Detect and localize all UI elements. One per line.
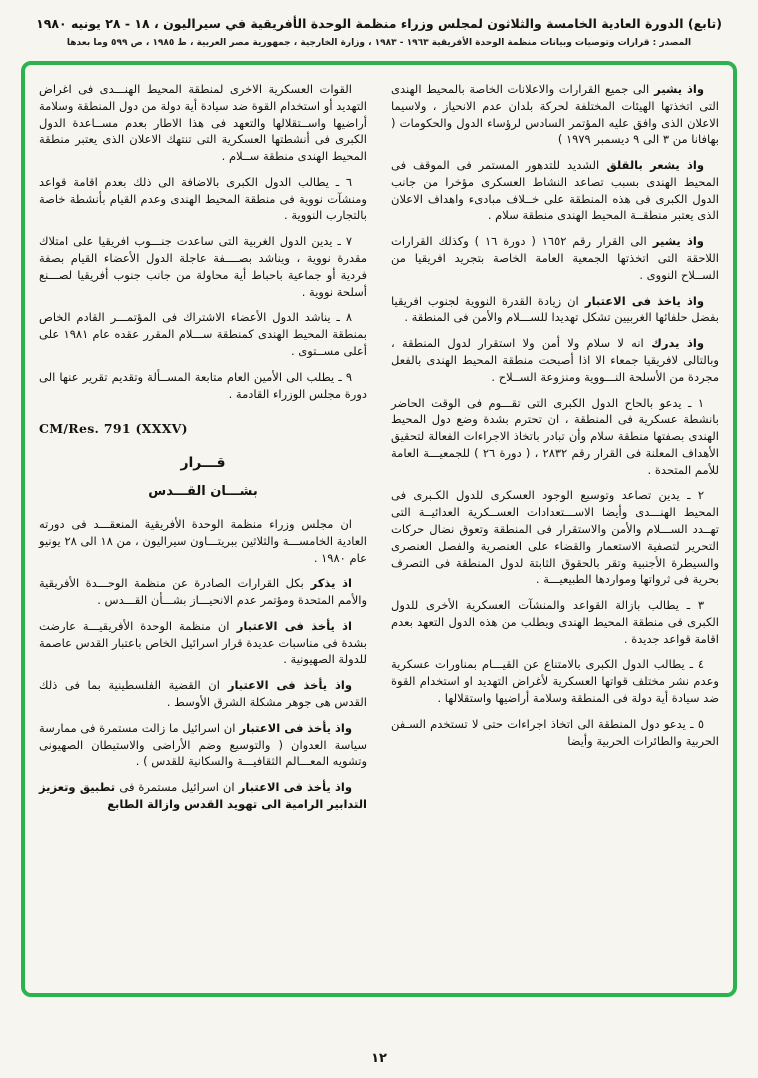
left-column-bottom-paragraphs — [39, 516, 367, 813]
paragraph: ٢ ـ يدين تصاعد وتوسيع الوجود العسكرى للدول الكـبرى فى المحيط الهنـــدى وأيضا الاســـتعدادات العســكرية العدائيــة التى تهــدد الســـلام والأمن والاستقرار فى المنطقة وتعوق نضال حركات التحرير لتصفية الاستعمار والقضاء على العنصرية والفصل العنصرى والسيطرة الأجنبية وتقر بالحقوق الثابتة لدول المنطقة فى التصرف بحرية فى ثرواتها ومواردها الطبيعيـــة . — [391, 488, 719, 587]
paragraph: ٤ ـ يطالب الدول الكبرى بالامتناع عن القيـــام بمناورات عسكرية وعدم نشر مختلف قواتها العسكرية لأغراض التهديد او استخدام القوة ضد سيادة أية دولة فى المنطقة وسلامة أراضيها واستقلالها . — [391, 657, 719, 705]
paragraph: ٧ ـ يدين الدول الغربية التى ساعدت جنـــوب افريقيا على امتلاك مقدرة نووية ، ويناشد بصــــفة عاجلة الدول الأعضاء القيام بصفة فردية أو جماعية باحباط أية محاولة من جانب جنوب أفريقيا لصـــنع أسلحة نووية . — [39, 234, 367, 299]
paragraph: ٥ ـ يدعو دول المنطقة الى اتخاذ اجراءات حتى لا تستخدم السـفن الحربية والطائرات الحربية وأيضا — [391, 716, 719, 748]
paragraph: ٦ ـ يطالب الدول الكبرى بالاضافة الى ذلك بعدم اقامة قواعد ومنشآت نووية فى منطقة المحيط الهندى وعدم القيام بأنشطة خاصة بالتجارب النووية . — [39, 174, 367, 223]
paragraph: القوات العسكرية الاخرى لمنطقة المحيط الهنـــدى فى اغراض التهديد أو استخدام القوة ضد سيادة أية دولة من دول المنطقة وسلامة أراضيها واســتقلالها والتعهد فى هذا الاطار بعدم مســاعدة الدول الكبرى فى أنشطتها العسكرية التى تنتهك الاعلان الذى يعتبر منطقة المحيط الهندى منطقة ســلام . — [39, 82, 367, 164]
paragraph: ان مجلس وزراء منظمة الوحدة الأفريقية المنعقـــد فى دورته العادية الخامســـة والثلاثين ببريتـــاون سيراليون ، من ١٨ الى ٢٨ يونيو عام ١٩٨٠ . — [39, 516, 367, 565]
two-column-text-area — [39, 81, 719, 983]
green-border-frame — [21, 61, 737, 997]
paragraph: واذ يأخذ فى الاعتبار ان اسرائيل مستمرة فى تطبيق وتعزيز التدابير الرامية الى تهويد القدس وازالة الطابع — [39, 780, 367, 811]
paragraph: ٨ ـ يناشد الدول الأعضاء الاشتراك فى المؤتمـــر القادم الخاص بمنطقة المحيط الهندى كمنطقة ســـلام المقرر عقده عام ١٩٨١ على أعلى مســتوى . — [39, 310, 367, 358]
paragraph: واذ يشير الى القرار رقم ١٦٥٢ ( دورة ١٦ ) وكذلك القرارات اللاحقة التى اتخذتها الجمعية العامة الخاصة بتجريد افريقيا من الســلاح النووى . — [391, 234, 719, 282]
paragraph: اذ يأخذ فى الاعتبار ان منظمة الوحدة الأفريقيـــة عارضت بشدة فى مناسبات عديدة قرار اسرائيل الخاص باعتبار القدس عاصمة للدولة الصهيونية . — [39, 618, 367, 667]
document-header — [14, 16, 744, 48]
paragraph: واذ يأخذ فى الاعتبار ان اسرائيل ما زالت مستمرة فى ممارسة سياسة العدوان ( والتوسيع وضم الأراضى والاستيطان الصهيونى وتشويه المعـــالم الثقافيـــة والسكانية للقدس ) . — [39, 720, 367, 769]
paragraph: اذ يذكر بكل القرارات الصادرة عن منظمة الوحـــدة الأفريقية والأمم المتحدة ومؤتمر عدم الانحيـــاز بشـــأن القـــدس . — [39, 576, 367, 608]
header-session-title: (تابع) الدورة العادية الخامسة والثلاثون لمجلس وزراء منظمة الوحدة الأفريقية في سيراليون ، ١٨ - ٢٨ يونيه ١٩٨٠ — [36, 16, 722, 31]
paragraph: واذ يأخذ فى الاعتبار ان القضية الفلسطينية بما فى ذلك القدس هى جوهر مشكلة الشرق الأوسط . — [39, 678, 367, 709]
resolution-subtitle: بشـــان القـــدس — [148, 483, 258, 499]
paragraph: واذ يدرك انه لا سلام ولا أمن ولا استقرار لدول المنطقة ، وبالتالى لافريقيا جمعاء الا اذا أصبحت منطقة المحيط الهندى بالفعل مجردة من الأسلحة النـــووية ومنزوعة الســلاح . — [391, 336, 719, 384]
resolution-code: CM/Res. 791 (XXXV) — [39, 421, 188, 437]
left-column-top-paragraphs — [39, 81, 367, 402]
header-source-line: المصدر : قرارات وتوصيات وبيانات منظمة الوحدة الأفريقية ١٩٦٣ - ١٩٨٣ ، وزارة الخارجية ، جمهورية مصر العربية ، ط ١٩٨٥ ، ص ٥٩٩ وما بعدها — [66, 38, 692, 48]
page-number: ١٢ — [371, 1051, 387, 1066]
column-right — [391, 81, 719, 983]
paragraph: واذ يشعر بالقلق الشديد للتدهور المستمر فى الموقف فى المحيط الهندى بسبب تصاعد النشاط العسكرى مؤخرا من جانب الدول الكبرى فى هذه المنطقة على خــلاف مبادىء واهداف الاعلان الذى يعتبر منطقــة المحيط الهندى منطقة سلام . — [391, 158, 719, 223]
resolution-title: قـــرار — [180, 454, 226, 471]
paragraph: ٣ ـ يطالب بازالة القواعد والمنشآت العسكرية الأخرى للدول الكبرى فى منطقة المحيط الهندى ويطلب من هذه الدول التعهد بعدم اقامة قواعد جديدة . — [391, 598, 719, 646]
paragraph: واذ يشير الى جميع القرارات والاعلانات الخاصة بالمحيط الهندى التى اتخذتها الهيئات المختلفة لحركة بلدان عدم الانحياز ، ولاسيما الاعلان الذى وافق عليه المؤتمر السادس لرؤساء الدول والحكومات ( بهافانا من ٣ الى ٩ ديسمبر ١٩٧٩ ) — [391, 82, 719, 147]
paragraph: ١ ـ يدعو بالحاح الدول الكبرى التى تقـــوم فى الوقت الحاضر بانشطة عسكرية فى المنطقة ، ان تحترم بشدة وضع دول المحيط الهندى بصفتها منطقة سلام وأن تبادر باتخاذ الاجراءات الفعالة لتحقيق الأهداف المعلنة فى القرار رقم ٢٨٣٢ ، ( دورة ٢٦ ) للجمعيـــة العامة للأمم المتحدة . — [391, 395, 720, 477]
paragraph: ٩ ـ يطلب الى الأمين العام متابعة المســألة وتقديم تقرير عنها الى دورة مجلس الوزراء القادمة . — [39, 369, 367, 401]
paragraph: واذ ياخذ فى الاعتبار ان زيادة القدرة النووية لجنوب افريقيا بفضل حلفائها الغربيين تشكل تهديدا للســـلام والأمن فى المنطقة . — [391, 293, 719, 325]
column-left — [39, 81, 367, 983]
